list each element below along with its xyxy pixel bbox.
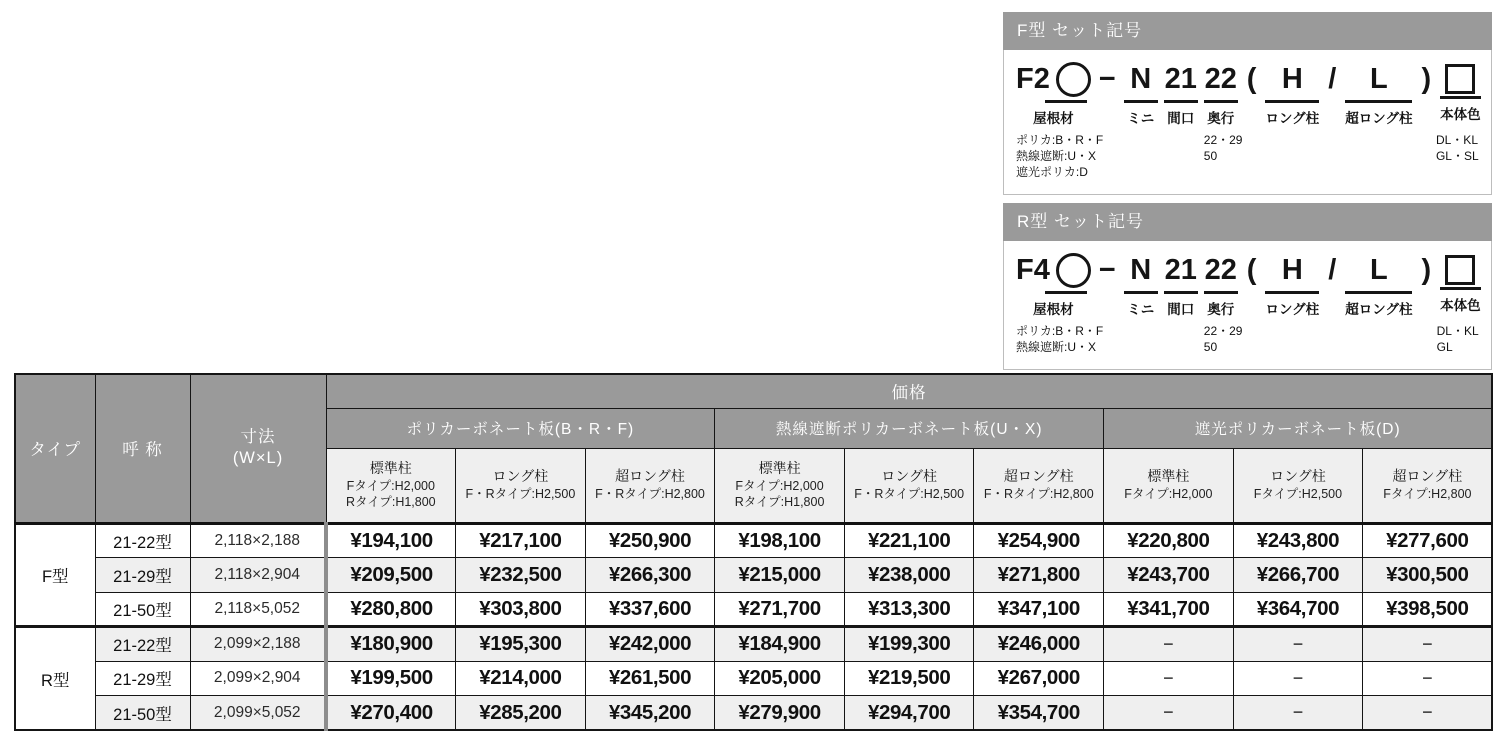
open-paren-segment (1244, 251, 1260, 289)
square-placeholder-icon (1445, 255, 1475, 285)
price-cell: ¥267,000 (974, 661, 1104, 696)
price-cell: ¥243,700 (1104, 558, 1234, 593)
col-name: 標準柱 (758, 459, 801, 476)
price-cell: ¥354,700 (974, 696, 1104, 731)
mini-label: ミニ (1127, 302, 1155, 317)
price-cell: ¥180,900 (326, 627, 456, 662)
r-type-set-code-panel (1003, 203, 1492, 370)
price-cell: ¥271,700 (715, 592, 845, 627)
square-placeholder-icon (1445, 64, 1475, 94)
model-cell: 21-22型 (95, 627, 190, 662)
price-cell: ¥345,200 (585, 696, 715, 731)
col-detail: F・Rタイプ:H2,800 (983, 487, 1094, 501)
col-detail: Rタイプ:H1,800 (734, 495, 825, 510)
body-color-note: DL・KL (1436, 324, 1479, 338)
long-post-segment (1265, 60, 1319, 127)
header-name: 呼 称 (95, 374, 190, 523)
code-prefix: F4 (1016, 254, 1050, 286)
body-color-code (1445, 60, 1475, 94)
close-paren: ) (1421, 254, 1432, 286)
roof-note: 遮光ポリカ:D (1016, 165, 1088, 180)
price-cell: ¥266,700 (1233, 558, 1363, 593)
roof-note: 熱線遮断:U・X (1016, 340, 1097, 355)
price-cell: ¥398,500 (1363, 592, 1493, 627)
col-header-superlong-post (974, 448, 1104, 523)
body-color-note: GL・SL (1435, 149, 1479, 164)
table-row (15, 627, 1492, 662)
depth-notes (1204, 132, 1243, 164)
roof-notes (1016, 132, 1103, 181)
span-segment (1164, 251, 1198, 318)
model-cell: 21-29型 (95, 661, 190, 696)
price-cell: ¥246,000 (974, 627, 1104, 662)
span-label: 間口 (1167, 111, 1195, 126)
no-price-cell: − (1363, 627, 1493, 662)
underline (1045, 291, 1087, 294)
group-light-shield: 遮光ポリカーボネート板(D) (1104, 408, 1493, 448)
table-row (15, 696, 1492, 731)
no-price-cell: − (1104, 696, 1234, 731)
price-cell: ¥303,800 (456, 592, 586, 627)
header-size-line2: (W×L) (232, 449, 284, 468)
underline (1265, 100, 1319, 103)
price-cell: ¥195,300 (456, 627, 586, 662)
mini-code: N (1130, 254, 1152, 286)
price-cell: ¥261,500 (585, 661, 715, 696)
circle-placeholder-icon (1056, 253, 1091, 288)
dash-segment (1097, 60, 1118, 98)
mini-code: N (1130, 63, 1152, 95)
price-cell: ¥199,500 (326, 661, 456, 696)
underline (1440, 287, 1481, 290)
price-cell: ¥277,600 (1363, 523, 1493, 558)
long-post-segment (1265, 251, 1319, 318)
depth-notes (1204, 323, 1243, 355)
superlong-post-segment (1345, 60, 1412, 127)
price-cell: ¥217,100 (456, 523, 586, 558)
depth-segment (1203, 251, 1243, 355)
slash-segment (1325, 251, 1339, 289)
mini-segment (1124, 60, 1158, 127)
roof-material-segment (1016, 251, 1104, 355)
no-price-cell: − (1104, 627, 1234, 662)
slash-glyph: / (1328, 254, 1337, 286)
underline (1440, 96, 1481, 99)
long-post-code: H (1281, 254, 1303, 286)
col-detail: Fタイプ:H2,000 (1124, 487, 1213, 501)
col-name: ロング柱 (492, 468, 549, 485)
price-cell: ¥215,000 (715, 558, 845, 593)
close-paren: ) (1421, 63, 1432, 95)
col-name: 超ロング柱 (1003, 468, 1074, 485)
depth-note: 50 (1203, 149, 1218, 164)
roof-code (1016, 251, 1091, 289)
long-post-label: ロング柱 (1265, 111, 1320, 126)
price-cell: ¥232,500 (456, 558, 586, 593)
price-cell: ¥341,700 (1104, 592, 1234, 627)
price-cell: ¥347,100 (974, 592, 1104, 627)
roof-note: ポリカ:B・R・F (1016, 324, 1104, 338)
dash-glyph: − (1098, 254, 1116, 286)
roof-material-segment (1016, 60, 1104, 180)
col-name: ロング柱 (1270, 468, 1326, 485)
r-type-code-line (1016, 251, 1481, 355)
price-cell: ¥337,600 (585, 592, 715, 627)
size-cell: 2,118×2,904 (190, 558, 326, 593)
depth-label: 奥行 (1207, 302, 1235, 317)
model-cell: 21-50型 (95, 696, 190, 731)
mini-segment (1124, 251, 1158, 318)
depth-note: 22・29 (1203, 324, 1243, 338)
open-paren-segment (1244, 60, 1260, 98)
price-cell: ¥285,200 (456, 696, 586, 731)
body-color-segment (1436, 251, 1481, 355)
size-cell: 2,099×5,052 (190, 696, 326, 731)
table-row (15, 523, 1492, 558)
price-cell: ¥364,700 (1233, 592, 1363, 627)
underline (1124, 100, 1158, 103)
table-row (15, 661, 1492, 696)
col-detail: F・Rタイプ:H2,500 (465, 487, 576, 501)
col-detail: Rタイプ:H1,800 (345, 495, 436, 510)
col-header-standard-post (326, 448, 456, 523)
price-table (14, 373, 1493, 731)
col-header-standard-post (715, 448, 845, 523)
no-price-cell: − (1233, 696, 1363, 731)
col-detail: Fタイプ:H2,800 (1383, 487, 1472, 501)
no-price-cell: − (1104, 661, 1234, 696)
price-cell: ¥313,300 (844, 592, 974, 627)
body-color-note: GL (1436, 340, 1453, 355)
col-detail: Fタイプ:H2,000 (346, 478, 435, 493)
col-detail: F・Rタイプ:H2,800 (595, 487, 705, 501)
superlong-post-label: 超ロング柱 (1345, 302, 1413, 317)
superlong-post-segment (1345, 251, 1412, 318)
price-cell: ¥243,800 (1233, 523, 1363, 558)
roof-note: 熱線遮断:U・X (1016, 149, 1097, 164)
f-type-set-code-panel (1003, 12, 1492, 195)
price-cell: ¥266,300 (585, 558, 715, 593)
depth-note: 22・29 (1203, 133, 1243, 147)
col-name: 標準柱 (1147, 468, 1190, 485)
col-name: 超ロング柱 (615, 468, 685, 485)
price-cell: ¥279,900 (715, 696, 845, 731)
size-cell: 2,099×2,188 (190, 627, 326, 662)
group-polycarbonate: ポリカーボネート板(B・R・F) (326, 408, 715, 448)
type-cell-r: R型 (15, 627, 95, 731)
size-cell: 2,099×2,904 (190, 661, 326, 696)
price-cell: ¥199,300 (844, 627, 974, 662)
price-cell: ¥220,800 (1104, 523, 1234, 558)
group-heat-shield: 熱線遮断ポリカーボネート板(U・X) (715, 408, 1104, 448)
code-prefix: F2 (1016, 63, 1050, 95)
col-detail: F・Rタイプ:H2,500 (854, 487, 965, 501)
roof-label: 屋根材 (1033, 111, 1074, 126)
col-name: ロング柱 (881, 468, 938, 485)
price-cell: ¥221,100 (844, 523, 974, 558)
r-type-panel-title: R型 セット記号 (1003, 203, 1492, 241)
price-cell: ¥300,500 (1363, 558, 1493, 593)
price-cell: ¥271,800 (974, 558, 1104, 593)
body-color-code (1445, 251, 1475, 285)
col-header-long-post (844, 448, 974, 523)
col-header-long-post (456, 448, 586, 523)
price-cell: ¥209,500 (326, 558, 456, 593)
col-header-superlong-post (585, 448, 715, 523)
header-price: 価格 (326, 374, 1492, 408)
span-code: 21 (1164, 254, 1197, 286)
price-cell: ¥294,700 (844, 696, 974, 731)
price-cell: ¥205,000 (715, 661, 845, 696)
open-paren: ( (1246, 63, 1257, 95)
span-code: 21 (1164, 63, 1197, 95)
circle-placeholder-icon (1056, 62, 1091, 97)
price-cell: ¥254,900 (974, 523, 1104, 558)
no-price-cell: − (1233, 661, 1363, 696)
open-paren: ( (1246, 254, 1257, 286)
col-detail: Fタイプ:H2,500 (1253, 487, 1343, 501)
underline (1204, 100, 1238, 103)
dash-segment (1097, 251, 1118, 289)
type-cell-f: F型 (15, 523, 95, 627)
underline (1204, 291, 1238, 294)
size-cell: 2,118×5,052 (190, 592, 326, 627)
underline (1164, 100, 1198, 103)
f-type-panel-body (1003, 50, 1492, 195)
superlong-post-code: L (1370, 63, 1388, 95)
dash-glyph: − (1098, 63, 1116, 95)
model-cell: 21-50型 (95, 592, 190, 627)
depth-code: 22 (1204, 254, 1237, 286)
long-post-label: ロング柱 (1265, 302, 1320, 317)
body-color-note: DL・KL (1435, 133, 1478, 147)
price-cell: ¥214,000 (456, 661, 586, 696)
body-color-segment (1435, 60, 1481, 164)
underline (1124, 291, 1158, 294)
depth-note: 50 (1203, 340, 1218, 355)
header-type: タイプ (15, 374, 95, 523)
table-row (15, 558, 1492, 593)
roof-notes (1016, 323, 1103, 355)
no-price-cell: − (1233, 627, 1363, 662)
close-paren-segment (1418, 251, 1434, 289)
depth-segment (1203, 60, 1243, 164)
depth-label: 奥行 (1207, 111, 1235, 126)
body-color-label: 本体色 (1440, 298, 1481, 313)
model-cell: 21-29型 (95, 558, 190, 593)
price-cell: ¥184,900 (715, 627, 845, 662)
roof-code (1016, 60, 1091, 98)
mini-label: ミニ (1127, 111, 1155, 126)
superlong-post-label: 超ロング柱 (1345, 111, 1413, 126)
slash-segment (1325, 60, 1339, 98)
body-color-notes (1437, 323, 1479, 355)
f-type-panel-title: F型 セット記号 (1003, 12, 1492, 50)
header-size-line1: 寸法 (240, 427, 276, 446)
col-name: 超ロング柱 (1392, 468, 1463, 485)
col-name: 標準柱 (369, 459, 412, 476)
header-size (190, 374, 326, 523)
body-color-label: 本体色 (1440, 107, 1481, 122)
price-cell: ¥238,000 (844, 558, 974, 593)
table-row (15, 592, 1492, 627)
close-paren-segment (1418, 60, 1434, 98)
price-cell: ¥250,900 (585, 523, 715, 558)
r-type-panel-body (1003, 241, 1492, 370)
size-cell: 2,118×2,188 (190, 523, 326, 558)
span-segment (1164, 60, 1198, 127)
superlong-post-code: L (1370, 254, 1388, 286)
price-cell: ¥242,000 (585, 627, 715, 662)
price-cell: ¥198,100 (715, 523, 845, 558)
underline (1164, 291, 1198, 294)
price-cell: ¥270,400 (326, 696, 456, 731)
long-post-code: H (1281, 63, 1303, 95)
col-detail: Fタイプ:H2,000 (735, 478, 824, 493)
body-color-notes (1436, 132, 1479, 164)
slash-glyph: / (1328, 63, 1337, 95)
model-cell: 21-22型 (95, 523, 190, 558)
roof-label: 屋根材 (1033, 302, 1074, 317)
span-label: 間口 (1167, 302, 1195, 317)
underline (1345, 100, 1412, 103)
price-cell: ¥194,100 (326, 523, 456, 558)
no-price-cell: − (1363, 696, 1493, 731)
roof-note: ポリカ:B・R・F (1016, 133, 1104, 147)
price-cell: ¥219,500 (844, 661, 974, 696)
col-header-standard-post (1104, 448, 1234, 523)
f-type-code-line (1016, 60, 1481, 180)
no-price-cell: − (1363, 661, 1493, 696)
underline (1045, 100, 1087, 103)
col-header-long-post (1233, 448, 1363, 523)
depth-code: 22 (1204, 63, 1237, 95)
underline (1265, 291, 1319, 294)
col-header-superlong-post (1363, 448, 1493, 523)
underline (1345, 291, 1412, 294)
price-cell: ¥280,800 (326, 592, 456, 627)
